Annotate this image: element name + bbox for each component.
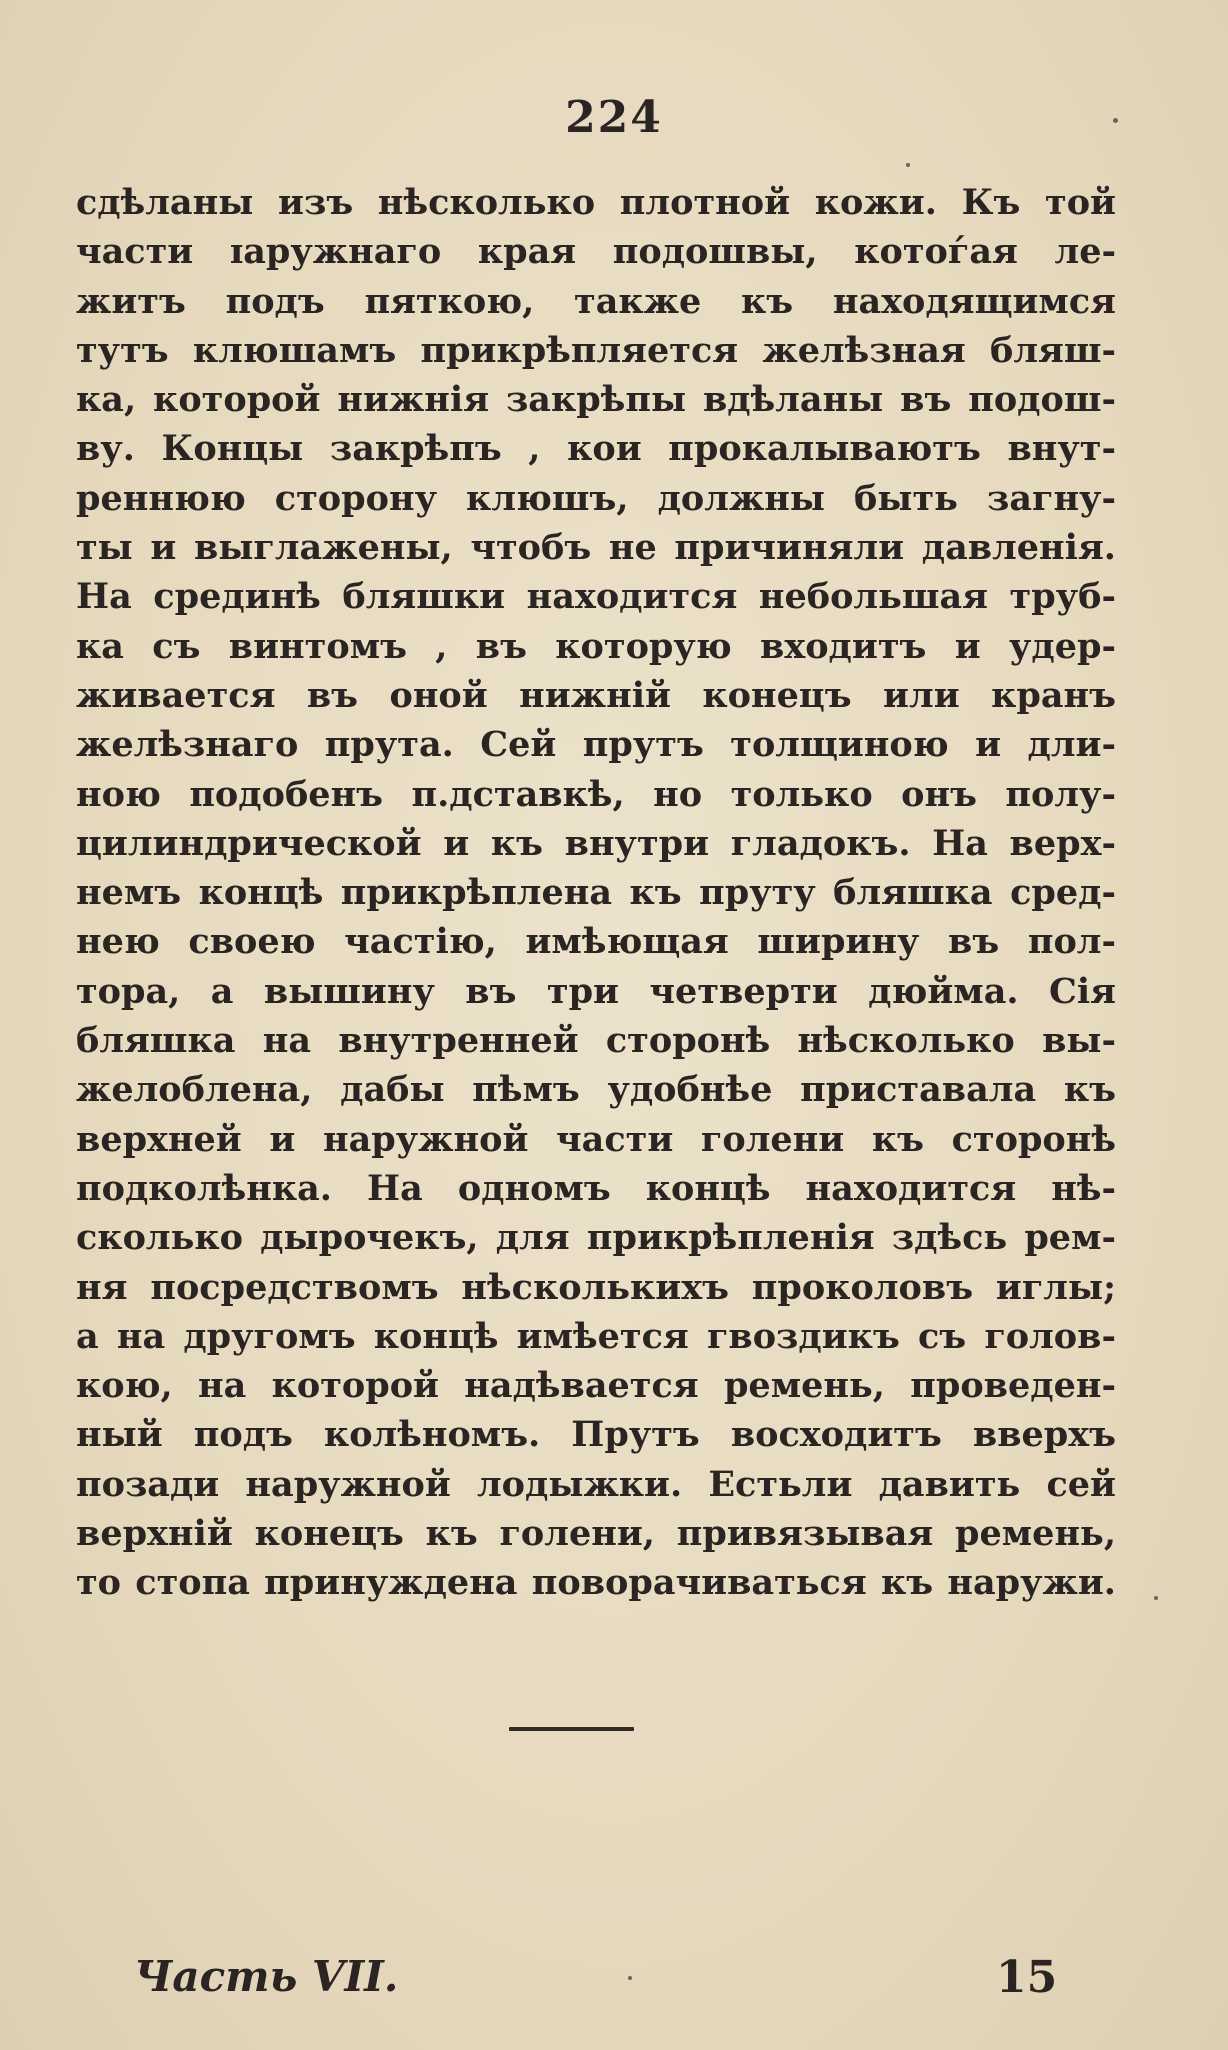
- text-line: кою, на которой надѣвается ремень, проведен-: [76, 1365, 1116, 1407]
- text-line: сколько дырочекъ, для прикрѣпленія здѣсь рем-: [76, 1217, 1116, 1259]
- text-line: сдѣланы изъ нѣсколько плотной кожи. Къ той: [76, 182, 1116, 223]
- paper-speck: [1154, 1596, 1158, 1600]
- text-line: ный подъ колѣномъ. Прутъ восходитъ вверхъ: [76, 1414, 1116, 1456]
- text-line: тутъ клюшамъ прикрѣпляется желѣзная бляш-: [76, 329, 1116, 371]
- text-line: ты и выглажены, чтобъ не причиняли давленія.: [76, 527, 1116, 569]
- text-line: а на другомъ концѣ имѣется гвоздикъ съ голов-: [76, 1315, 1116, 1357]
- text-line: живается въ оной нижній конецъ или кранъ: [76, 674, 1116, 716]
- text-line: части ɪаружнаго края подошвы, котоѓая ле-: [76, 231, 1116, 273]
- text-line: реннюю сторону клюшъ, должны быть загну-: [76, 477, 1116, 519]
- text-line: верхней и наружной части голени къ сторонѣ: [76, 1118, 1116, 1160]
- text-line: позади наружной лодыжки. Естьли давить сей: [76, 1463, 1116, 1505]
- page-number: 224: [565, 92, 663, 143]
- text-line: ною подобенъ п.дставкѣ, но только онъ полу-: [76, 773, 1116, 815]
- text-line: немъ концѣ прикрѣплена къ пруту бляшка сред-: [76, 872, 1116, 914]
- paper-speck: [906, 163, 910, 167]
- body-text: [76, 178, 1116, 1608]
- text-line: ня посредствомъ нѣсколькихъ проколовъ иглы;: [76, 1266, 1116, 1308]
- paper-speck: [628, 1976, 632, 1980]
- text-line: На срединѣ бляшки находится небольшая труб-: [76, 576, 1116, 618]
- text-line: нею своею частію, имѣющая ширину въ пол-: [76, 921, 1116, 963]
- text-line: тора, а вышину въ три четверти дюйма. Сія: [76, 970, 1116, 1012]
- text-line: желѣзнаго прута. Сей прутъ толщиною и дли-: [76, 724, 1116, 766]
- text-line: то стопа принуждена поворачиваться къ наружи.: [76, 1562, 1116, 1604]
- text-line: ка, которой нижнія закрѣпы вдѣланы въ подош-: [76, 379, 1116, 421]
- text-line: желоблена, дабы пѣмъ удобнѣе приставала къ: [76, 1069, 1116, 1111]
- text-line: житъ подъ пяткою, также къ находящимся: [76, 280, 1116, 322]
- text-line: верхній конецъ къ голени, привязывая ремень,: [76, 1513, 1116, 1555]
- text-line: подколѣнка. На одномъ концѣ находится нѣ-: [76, 1167, 1116, 1209]
- text-line: ву. Концы закрѣпъ , кои прокалываютъ внут-: [76, 428, 1116, 470]
- paper-speck: [1113, 118, 1118, 123]
- footer-part-label: Часть VII.: [134, 1952, 399, 2001]
- text-line: бляшка на внутренней сторонѣ нѣсколько вы-: [76, 1020, 1116, 1062]
- text-line: ка съ винтомъ , въ которую входитъ и удер-: [76, 625, 1116, 667]
- footer-signature-mark: 15: [996, 1952, 1058, 2003]
- text-line: цилиндрической и къ внутри гладокъ. На верх-: [76, 822, 1116, 864]
- section-divider: [509, 1727, 634, 1731]
